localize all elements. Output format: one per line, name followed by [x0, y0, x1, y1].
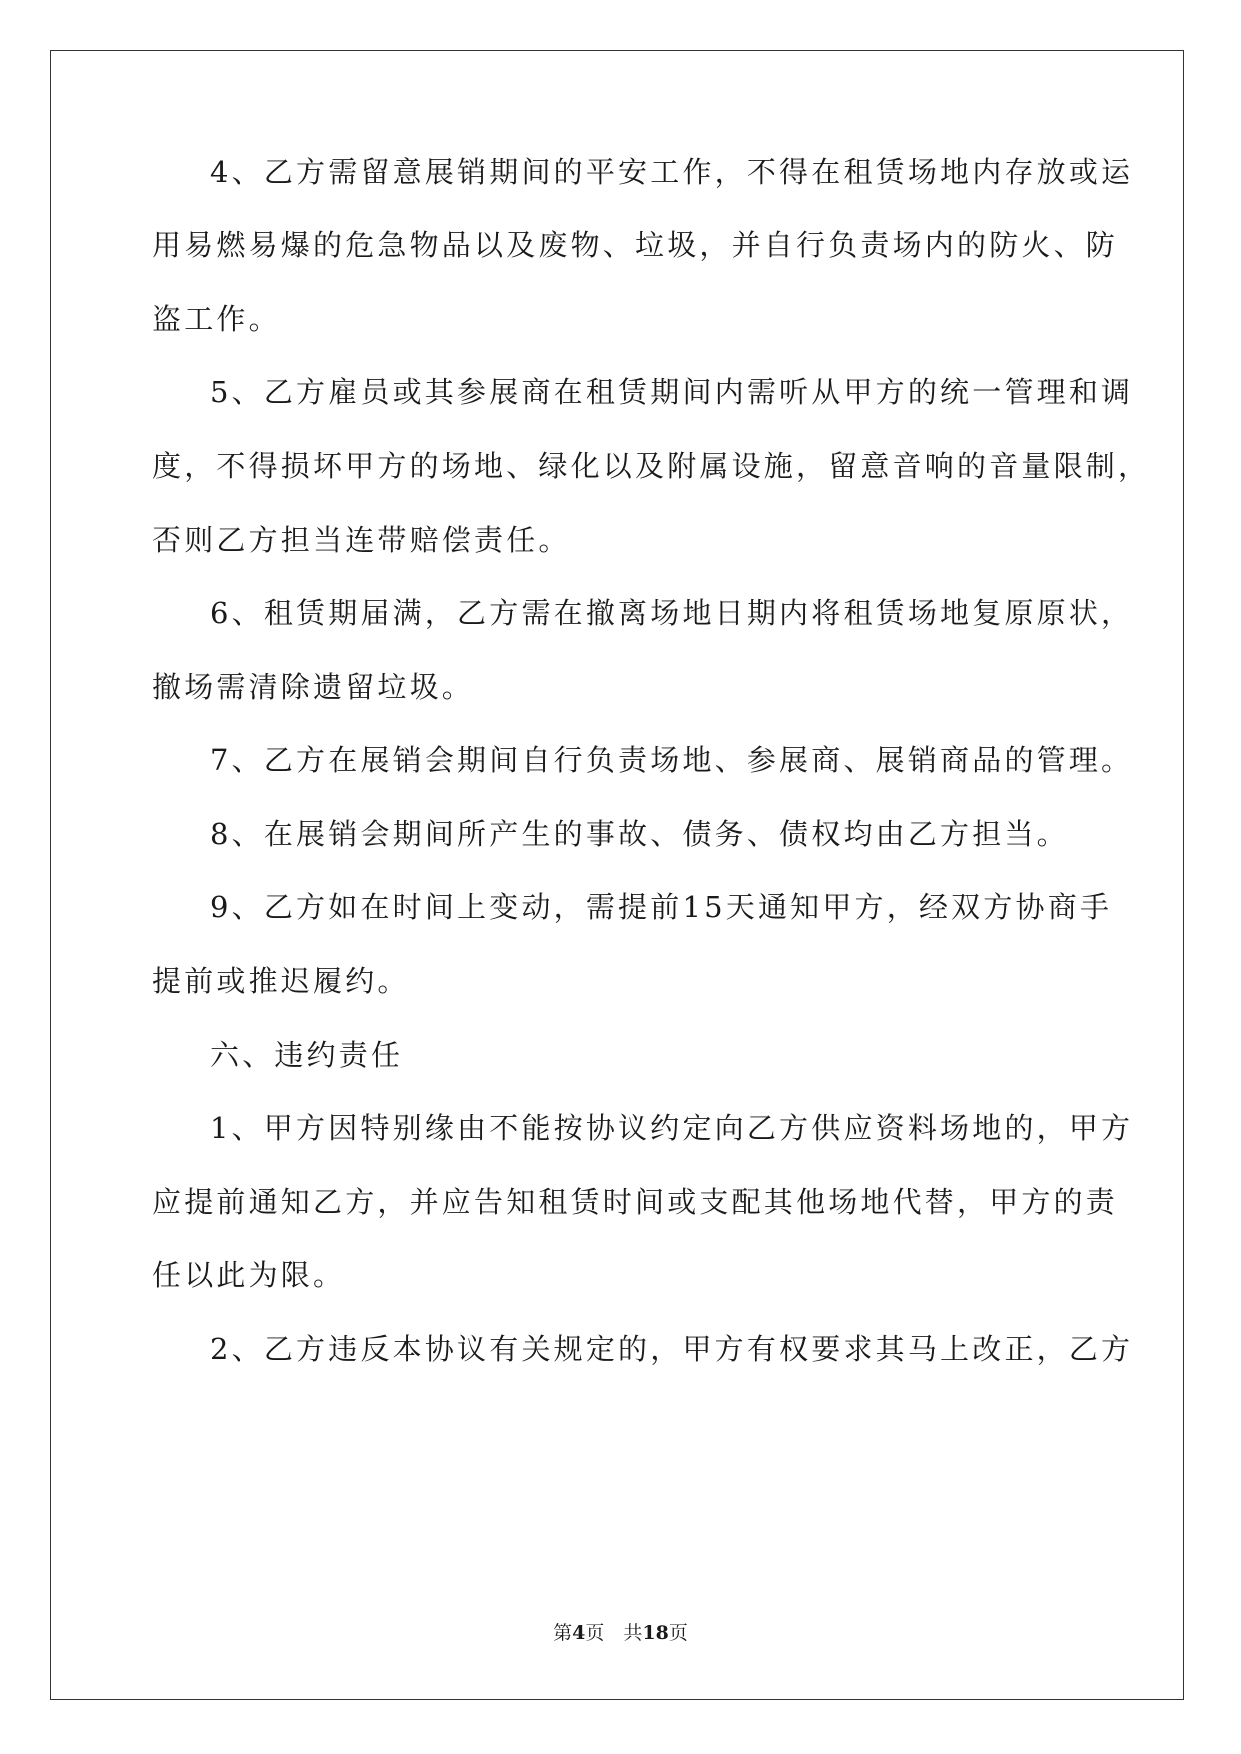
clause-5-line-2: 度，不得损坏甲方的场地、绿化以及附属设施，留意音响的音量限制， — [152, 449, 1151, 483]
clause-9-line-1: 9、乙方如在时间上变动，需提前15天通知甲方，经双方协商手 — [210, 890, 1113, 924]
clause-6-line-2: 撤场需清除遗留垃圾。 — [152, 670, 475, 704]
page-footer — [0, 1618, 1241, 1645]
clause-9-line-2: 提前或推迟履约。 — [152, 964, 410, 998]
footer-prefix: 第 — [553, 1622, 573, 1644]
clause-5-line-1: 5、乙方雇员或其参展商在租赁期间内需听从甲方的统一管理和调 — [210, 375, 1134, 409]
section-6-heading: 六、违约责任 — [210, 1038, 404, 1072]
breach-1-line-2: 应提前通知乙方，并应告知租赁时间或支配其他场地代替，甲方的责 — [152, 1185, 1119, 1219]
clause-8-line-1: 8、在展销会期间所产生的事故、债务、债权均由乙方担当。 — [210, 817, 1069, 851]
breach-1-line-3: 任以此为限。 — [152, 1258, 346, 1292]
clause-6-line-1: 6、租赁期届满，乙方需在撤离场地日期内将租赁场地复原原状， — [210, 596, 1134, 630]
footer-total-pages: 18 — [642, 1622, 669, 1644]
footer-page-number: 4 — [572, 1622, 586, 1644]
clause-4-line-1: 4、乙方需留意展销期间的平安工作，不得在租赁场地内存放或运 — [210, 155, 1134, 189]
breach-2-line-1: 2、乙方违反本协议有关规定的，甲方有权要求其马上改正，乙方 — [210, 1332, 1134, 1366]
clause-4-line-3: 盗工作。 — [152, 302, 281, 336]
clause-5-line-3: 否则乙方担当连带赔偿责任。 — [152, 523, 571, 557]
footer-suffix: 页 — [668, 1622, 688, 1644]
clause-7-line-1: 7、乙方在展销会期间自行负责场地、参展商、展销商品的管理。 — [210, 743, 1134, 777]
breach-1-line-1: 1、甲方因特别缘由不能按协议约定向乙方供应资料场地的，甲方 — [210, 1111, 1134, 1145]
clause-4-line-2: 用易燃易爆的危急物品以及废物、垃圾，并自行负责场内的防火、防 — [152, 228, 1119, 262]
footer-mid: 页 共 — [585, 1622, 643, 1644]
